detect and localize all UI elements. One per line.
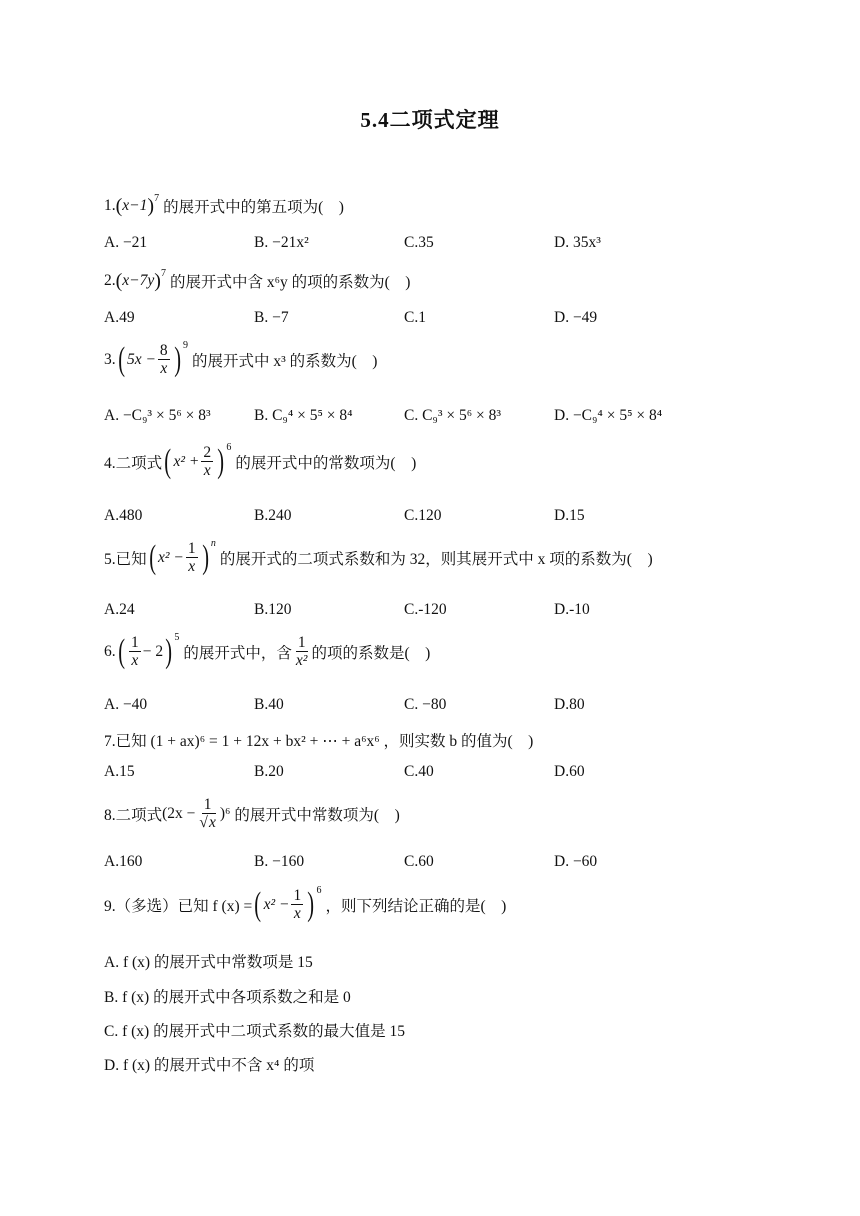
option-d: D. f (x) 的展开式中不含 x⁴ 的项: [104, 1057, 315, 1074]
question-4-options: [104, 507, 804, 529]
option-c: C.1: [404, 309, 426, 326]
question-6-options: [104, 696, 804, 718]
question-8: 8.二项式 (2x − $\frac{1}{√x}$ )⁶ 的展开式中常数项为( ): [104, 796, 400, 832]
option-b: B. C₉⁴ × 5⁵ × 8⁴: [254, 407, 353, 424]
option-b: B. −160: [254, 853, 305, 870]
question-3-options: [104, 407, 804, 429]
fraction: $\frac{1}{√x}$: [199, 796, 216, 832]
question-3: 3. ( 5x − $\frac{8}{x}$ ) 9 的展开式中 x³ 的系数为( ): [104, 340, 378, 378]
fraction: $\frac{2}{x}$: [203, 444, 212, 480]
option-a: A. −21: [104, 234, 148, 251]
option-a: A.480: [104, 507, 143, 524]
option-d: D.-10: [554, 601, 590, 618]
option-a: A.49: [104, 309, 135, 326]
question-2-options: [104, 309, 804, 331]
option-d: D.60: [554, 763, 585, 780]
option-a: A.24: [104, 601, 135, 618]
option-b: B. −21x²: [254, 234, 309, 251]
question-5: 5.已知 ( x² − $\frac{1}{x}$ ) n 的展开式的二项式系数和为 32，则其展开式中 x 项的系数为( ): [104, 538, 653, 576]
option-d: D.80: [554, 696, 585, 713]
fraction: $\frac{1}{x}$: [187, 540, 196, 576]
question-7: 7.已知 (1 + ax)⁶ = 1 + 12x + bx² + ⋯ + a⁶x⁶ ，则实数 b 的值为( ): [104, 733, 534, 750]
option-c: C.120: [404, 507, 442, 524]
option-a: A. −C₉³ × 5⁶ × 8³: [104, 407, 211, 424]
option-c: C.-120: [404, 601, 447, 618]
option-c: C. f (x) 的展开式中二项式系数的最大值是 15: [104, 1023, 405, 1040]
fraction: $\frac{1}{x}$: [130, 634, 139, 670]
fraction: $\frac{1}{\text{x²}}$: [295, 634, 308, 670]
option-c: C. −80: [404, 696, 447, 713]
option-a: A.160: [104, 853, 143, 870]
option-b: B. −7: [254, 309, 289, 326]
question-1-options: [104, 234, 804, 256]
option-d: D. −60: [554, 853, 598, 870]
question-9: 9.（多选）已知 f (x) = ( x² − $\frac{1}{x}$ ) 6 ，则下列结论正确的是( ): [104, 885, 507, 923]
option-c: C.35: [404, 234, 434, 251]
option-a: A.15: [104, 763, 135, 780]
option-d: D. −49: [554, 309, 598, 326]
page-title: 5.4二项式定理: [360, 108, 500, 132]
fraction: $\frac{8}{x}$: [159, 342, 168, 378]
option-b: B. f (x) 的展开式中各项系数之和是 0: [104, 989, 351, 1006]
fraction: $\frac{1}{x}$: [293, 887, 302, 923]
option-d: D.15: [554, 507, 585, 524]
option-c: C. C₉³ × 5⁶ × 8³: [404, 407, 502, 424]
option-b: B.240: [254, 507, 292, 524]
option-c: C.40: [404, 763, 434, 780]
option-b: B.20: [254, 763, 284, 780]
option-a: A. −40: [104, 696, 148, 713]
question-6: 6. ( $\frac{1}{x}$ − 2 ) 5 的展开式中，含 $\frac{1}{\text{x²}}$ 的项的系数是( ): [104, 632, 431, 670]
question-2: 2. ( x−7y ) 7 的展开式中含 x⁶y 的项的系数为( ): [104, 268, 411, 292]
question-8-options: [104, 853, 804, 875]
option-c: C.60: [404, 853, 434, 870]
question-7-options: [104, 763, 804, 785]
option-d: D. 35x³: [554, 234, 601, 251]
option-a: A. f (x) 的展开式中常数项是 15: [104, 954, 313, 971]
option-b: B.120: [254, 601, 292, 618]
option-d: D. −C₉⁴ × 5⁵ × 8⁴: [554, 407, 663, 424]
option-b: B.40: [254, 696, 284, 713]
question-4: 4.二项式 ( x² + $\frac{2}{x}$ ) 6 的展开式中的常数项为( ): [104, 442, 417, 480]
question-1: 1. ( x−1 ) 7 的展开式中的第五项为( ): [104, 193, 344, 217]
question-5-options: [104, 601, 804, 623]
